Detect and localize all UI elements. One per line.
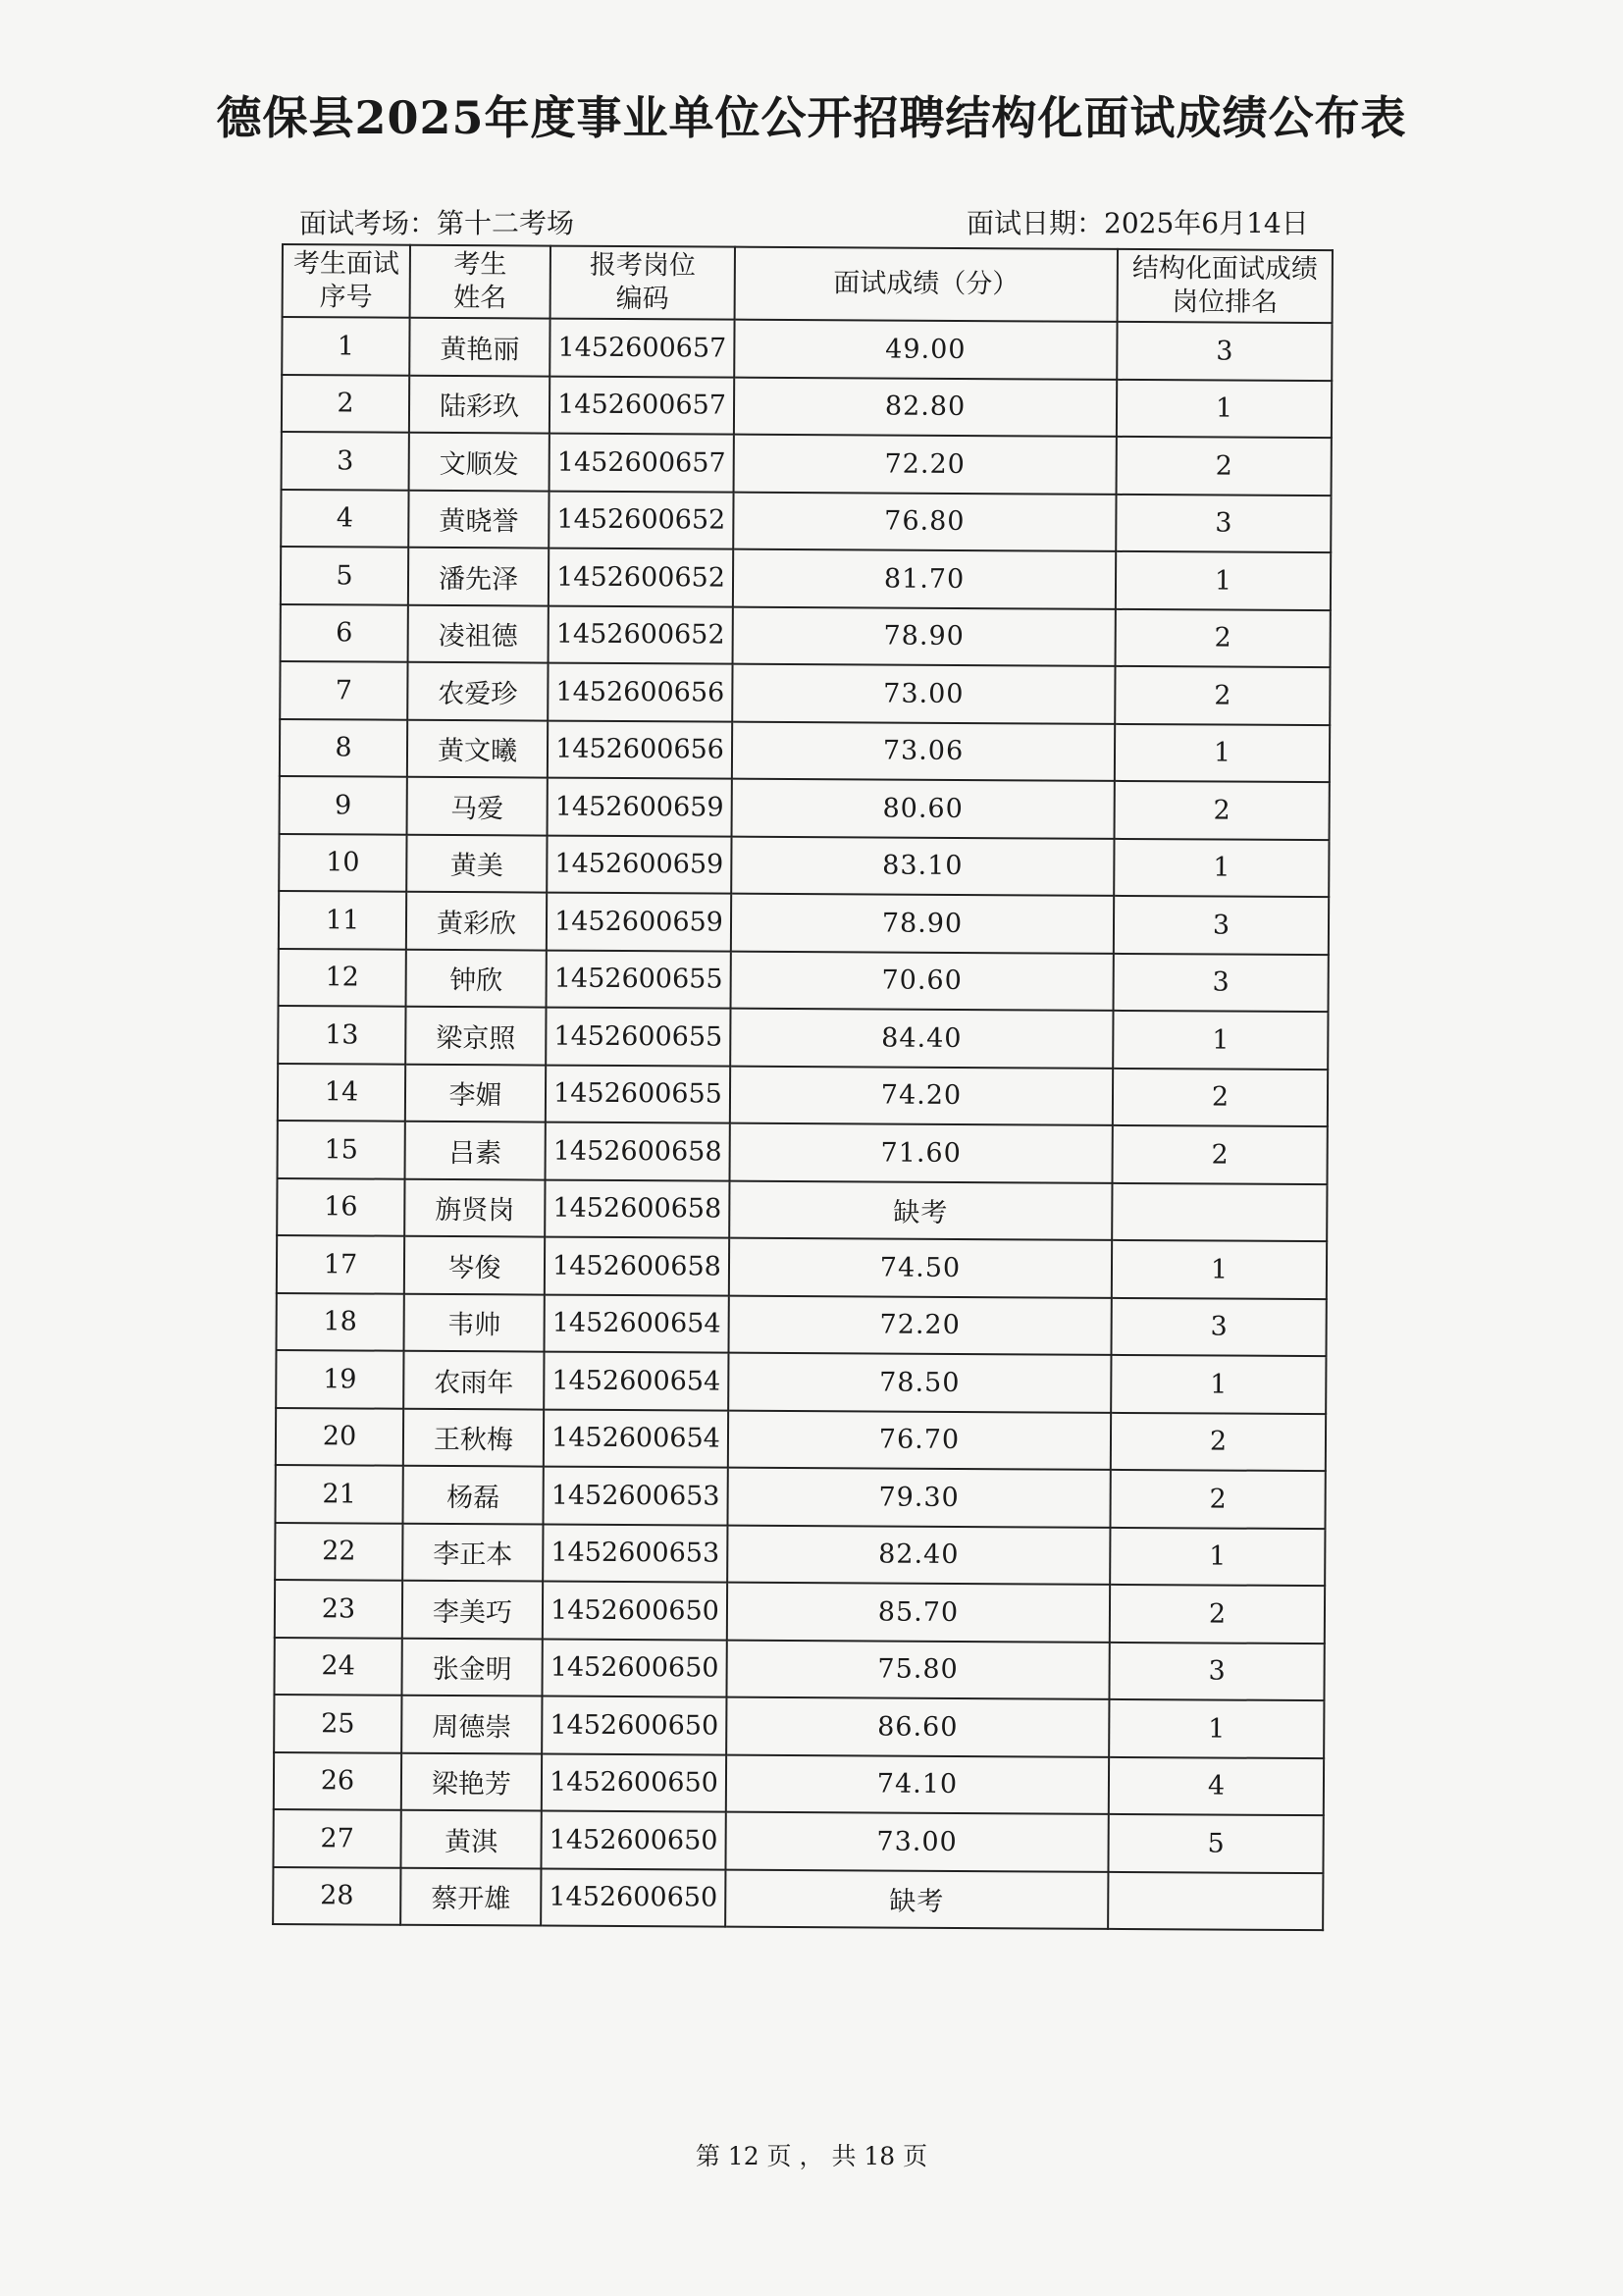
cell-score: 75.80 [726,1640,1109,1699]
cell-rank: 5 [1108,1814,1323,1873]
cell-code: 1452600654 [544,1294,728,1353]
cell-seq: 3 [282,432,409,490]
cell-score: 70.60 [731,951,1114,1011]
cell-seq: 7 [280,661,407,719]
cell-name: 黄晓誉 [408,490,549,548]
cell-seq: 21 [275,1465,402,1523]
cell-seq: 23 [275,1580,402,1638]
cell-score: 71.60 [730,1123,1113,1183]
cell-seq: 10 [279,833,406,891]
table-row [274,1751,1324,1815]
table-row [282,375,1332,439]
header-rank [1118,249,1333,323]
header-score: 面试成绩（分） [735,247,1118,322]
header-rank-line1: 结构化面试成绩 [1131,252,1318,286]
table-header-row [283,244,1333,323]
header-code-line1: 报考岗位 [589,249,696,282]
cell-seq: 18 [277,1292,404,1350]
cell-code: 1452600650 [543,1582,727,1641]
cell-seq: 20 [276,1407,403,1465]
cell-name: 杨磊 [402,1466,543,1524]
cell-name: 陆彩玖 [409,375,550,433]
cell-score: 74.20 [730,1066,1113,1125]
cell-code: 1452600655 [546,1065,730,1123]
table-row [279,833,1329,897]
cell-seq: 11 [279,891,406,949]
cell-name: 王秋梅 [403,1408,544,1466]
cell-seq: 8 [280,718,407,776]
table-row [274,1637,1324,1700]
table-row [273,1866,1323,1930]
cell-code: 1452600659 [548,778,732,837]
cell-name: 农雨年 [403,1351,544,1409]
cell-name: 周德崇 [401,1696,542,1753]
cell-seq: 9 [280,776,407,834]
cell-code: 1452600657 [550,434,734,493]
table-row [282,317,1332,381]
cell-score: 82.40 [727,1525,1110,1585]
cell-name: 农爱珍 [407,662,548,720]
cell-name: 马爱 [407,777,548,835]
table-row [273,1809,1323,1873]
cell-code: 1452600656 [548,720,732,779]
cell-score: 79.30 [727,1468,1110,1528]
header-name-line1: 考生 [453,249,507,281]
cell-rank: 1 [1110,1527,1325,1586]
cell-rank: 2 [1116,608,1331,667]
table-row [279,948,1329,1012]
cell-code: 1452600657 [550,376,734,435]
cell-code: 1452600657 [550,319,734,378]
exam-venue: 面试考场：第十二考场 [299,207,575,239]
cell-rank: 3 [1114,896,1329,955]
cell-name: 张金明 [401,1638,542,1696]
cell-seq: 17 [277,1235,404,1293]
cell-rank: 2 [1115,781,1330,840]
cell-score: 78.90 [733,606,1116,666]
cell-rank: 2 [1117,437,1332,496]
cell-code: 1452600653 [543,1524,727,1583]
cell-code: 1452600652 [549,605,733,664]
cell-name: 钟欣 [406,949,547,1007]
cell-rank: 3 [1109,1642,1324,1700]
cell-rank: 2 [1110,1470,1325,1529]
document-title: 德保县2025年度事业单位公开招聘结构化面试成绩公布表 [216,91,1407,144]
table-row [275,1465,1325,1529]
header-seq-line2: 序号 [319,282,373,313]
table-row [278,1006,1328,1070]
table-row [276,1407,1326,1471]
cell-seq: 13 [278,1006,405,1064]
cell-code: 1452600659 [547,893,731,952]
header-rank-line2: 岗位排名 [1172,287,1279,318]
cell-rank: 2 [1112,1125,1327,1184]
cell-score: 72.20 [734,435,1117,495]
cell-rank: 3 [1114,953,1329,1012]
cell-seq: 26 [274,1751,401,1809]
cell-name: 文顺发 [409,433,550,491]
cell-name: 蔡开雄 [400,1867,541,1925]
cell-code: 1452600656 [548,663,732,722]
cell-seq: 6 [281,603,408,661]
cell-name: 黄美 [406,834,547,892]
cell-score: 78.90 [731,894,1114,954]
cell-code: 1452600652 [549,548,733,607]
cell-name: 黄艳丽 [409,318,550,376]
cell-code: 1452600650 [541,1868,725,1927]
cell-seq: 14 [278,1063,405,1121]
table-row [278,1063,1328,1126]
exam-date: 面试日期：2025年6月14日 [967,207,1309,239]
cell-score: 83.10 [731,836,1114,896]
cell-score: 84.40 [730,1009,1113,1069]
cell-code: 1452600650 [542,1696,726,1755]
cell-code: 1452600655 [546,1008,730,1067]
table-row [281,490,1331,553]
cell-name: 凌祖德 [408,604,549,662]
cell-code: 1452600654 [544,1409,728,1468]
cell-name: 黄淇 [400,1810,541,1868]
cell-name: 潘先泽 [408,548,549,605]
cell-seq: 24 [274,1637,401,1695]
cell-name: 旃贤岗 [404,1178,545,1236]
table-row [277,1177,1327,1241]
cell-name: 岑俊 [404,1236,545,1294]
cell-rank: 1 [1111,1355,1326,1414]
table-row [275,1522,1325,1586]
cell-score: 73.06 [732,721,1115,781]
header-name [410,245,550,319]
cell-name: 梁京照 [405,1007,546,1065]
cell-rank: 1 [1114,838,1329,897]
cell-score: 缺考 [725,1869,1108,1929]
cell-code: 1452600659 [547,835,731,894]
table-row [280,718,1330,782]
cell-code: 1452600652 [549,491,733,549]
cell-code: 1452600650 [541,1811,725,1870]
header-code [550,246,735,320]
cell-rank: 1 [1116,551,1331,610]
cell-seq: 28 [273,1866,400,1924]
cell-rank: 1 [1109,1699,1324,1758]
table-row [280,661,1330,725]
cell-rank: 3 [1116,494,1331,552]
cell-rank: 2 [1110,1585,1325,1644]
cell-score: 82.80 [734,377,1117,437]
cell-rank: 1 [1117,379,1332,438]
header-seq-line1: 考生面试 [292,248,399,280]
cell-rank: 2 [1113,1068,1328,1126]
table-row [281,603,1331,667]
cell-seq: 19 [276,1350,403,1408]
cell-seq: 4 [281,490,408,548]
page-footer: 第 12 页 ， 共 18 页 [695,2142,928,2170]
cell-name: 梁艳芳 [401,1752,542,1810]
cell-seq: 27 [273,1809,400,1867]
cell-rank [1112,1182,1327,1241]
cell-seq: 1 [282,317,409,375]
results-table [272,243,1334,1931]
table-row [278,1121,1328,1184]
cell-rank [1108,1871,1323,1930]
table-row [279,891,1329,955]
cell-score: 72.20 [728,1295,1111,1355]
cell-rank: 2 [1111,1412,1326,1471]
cell-name: 李正本 [402,1523,543,1581]
cell-name: 黄文曦 [407,719,548,777]
cell-name: 吕素 [405,1122,546,1179]
cell-rank: 1 [1112,1240,1327,1299]
cell-rank: 1 [1115,723,1330,782]
cell-code: 1452600655 [547,950,731,1009]
cell-seq: 25 [274,1695,401,1752]
cell-seq: 16 [277,1177,404,1235]
cell-rank: 1 [1113,1011,1328,1070]
cell-score: 86.60 [726,1697,1109,1757]
cell-score: 76.80 [733,492,1116,551]
cell-score: 85.70 [727,1583,1110,1643]
cell-score: 73.00 [732,664,1115,724]
cell-score: 80.60 [732,779,1115,839]
cell-rank: 3 [1111,1297,1326,1356]
cell-code: 1452600658 [546,1122,730,1181]
table-row [281,547,1331,610]
table-row [277,1235,1327,1299]
cell-score: 76.70 [728,1410,1111,1470]
cell-code: 1452600654 [544,1352,728,1411]
cell-seq: 15 [278,1121,405,1178]
cell-code: 1452600653 [543,1467,727,1526]
cell-code: 1452600658 [545,1179,729,1238]
cell-code: 1452600658 [545,1237,729,1296]
cell-score: 78.50 [728,1353,1111,1413]
cell-code: 1452600650 [542,1639,726,1697]
cell-score: 74.50 [729,1238,1112,1298]
cell-seq: 2 [282,375,409,433]
cell-rank: 2 [1115,666,1330,725]
cell-score: 73.00 [725,1812,1108,1872]
cell-rank: 3 [1117,322,1332,381]
table-row [274,1695,1324,1758]
cell-score: 49.00 [734,320,1117,380]
cell-score: 缺考 [729,1180,1112,1240]
table-row [276,1350,1326,1414]
table-row [282,432,1332,496]
cell-score: 81.70 [733,549,1116,609]
table-row [277,1292,1327,1356]
cell-name: 韦帅 [404,1293,545,1351]
cell-name: 黄彩欣 [406,892,547,950]
header-seq [283,244,410,318]
table-row [280,776,1330,840]
cell-seq: 12 [279,948,406,1006]
cell-name: 李媚 [405,1064,546,1122]
cell-name: 李美巧 [402,1581,543,1639]
cell-code: 1452600650 [542,1753,726,1812]
cell-seq: 5 [281,547,408,604]
cell-seq: 22 [275,1522,402,1580]
table-row [275,1580,1325,1644]
header-code-line2: 编码 [615,283,669,315]
cell-score: 74.10 [726,1754,1109,1814]
header-name-line2: 姓名 [453,283,507,314]
cell-rank: 4 [1109,1756,1324,1815]
